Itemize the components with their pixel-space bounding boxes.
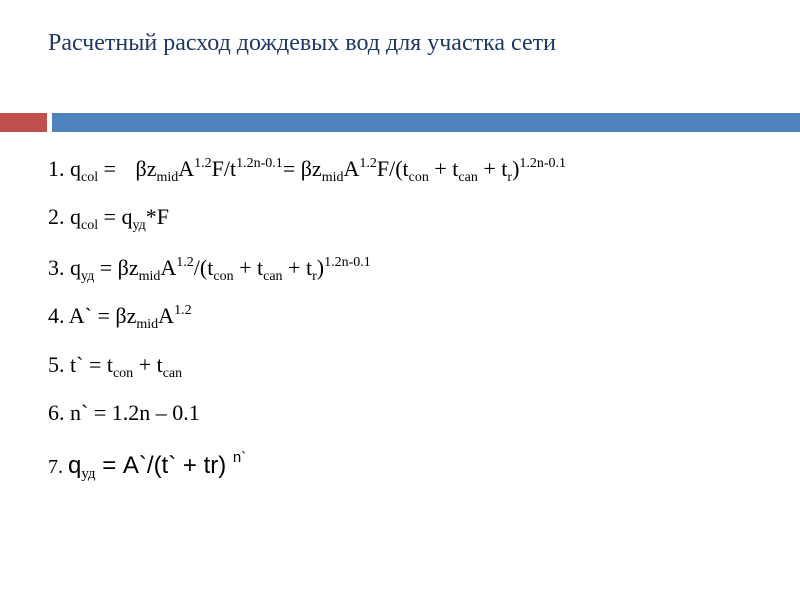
- formula-7: 7. $q_{уд}$ = A`/(t` + tr) $^{n`}$: [48, 449, 247, 482]
- formula-6: 6. n` = 1.2n – 0.1: [48, 400, 200, 425]
- slide-title: Расчетный расход дождевых вод для участка сети: [48, 30, 556, 56]
- title-divider-bar: [52, 113, 800, 132]
- formula-4: 4. A` = $\beta z_{mid}A^{1.2}$: [48, 303, 192, 332]
- formula-2: 2. $q_{col} = q_{уд}*F$: [48, 204, 170, 233]
- formula-5: 5. t` = $t_{con} + t_{can}$: [48, 352, 183, 381]
- formula-3: 3. $q_{уд} = \beta z_{mid}A^{1.2}/(t_{con} + t_{can} + t_r)^{1.2n-0.1}$: [48, 255, 371, 284]
- formula-1: 1. $q_{col} = \beta z_{mid}A^{1.2}F/t^{1.2n-0.1}= \beta z_{mid}A^{1.2}F/(t_{con} + t_{can} + t_r)^{1.2n-0.1}$: [48, 156, 567, 185]
- title-divider-accent: [0, 113, 47, 132]
